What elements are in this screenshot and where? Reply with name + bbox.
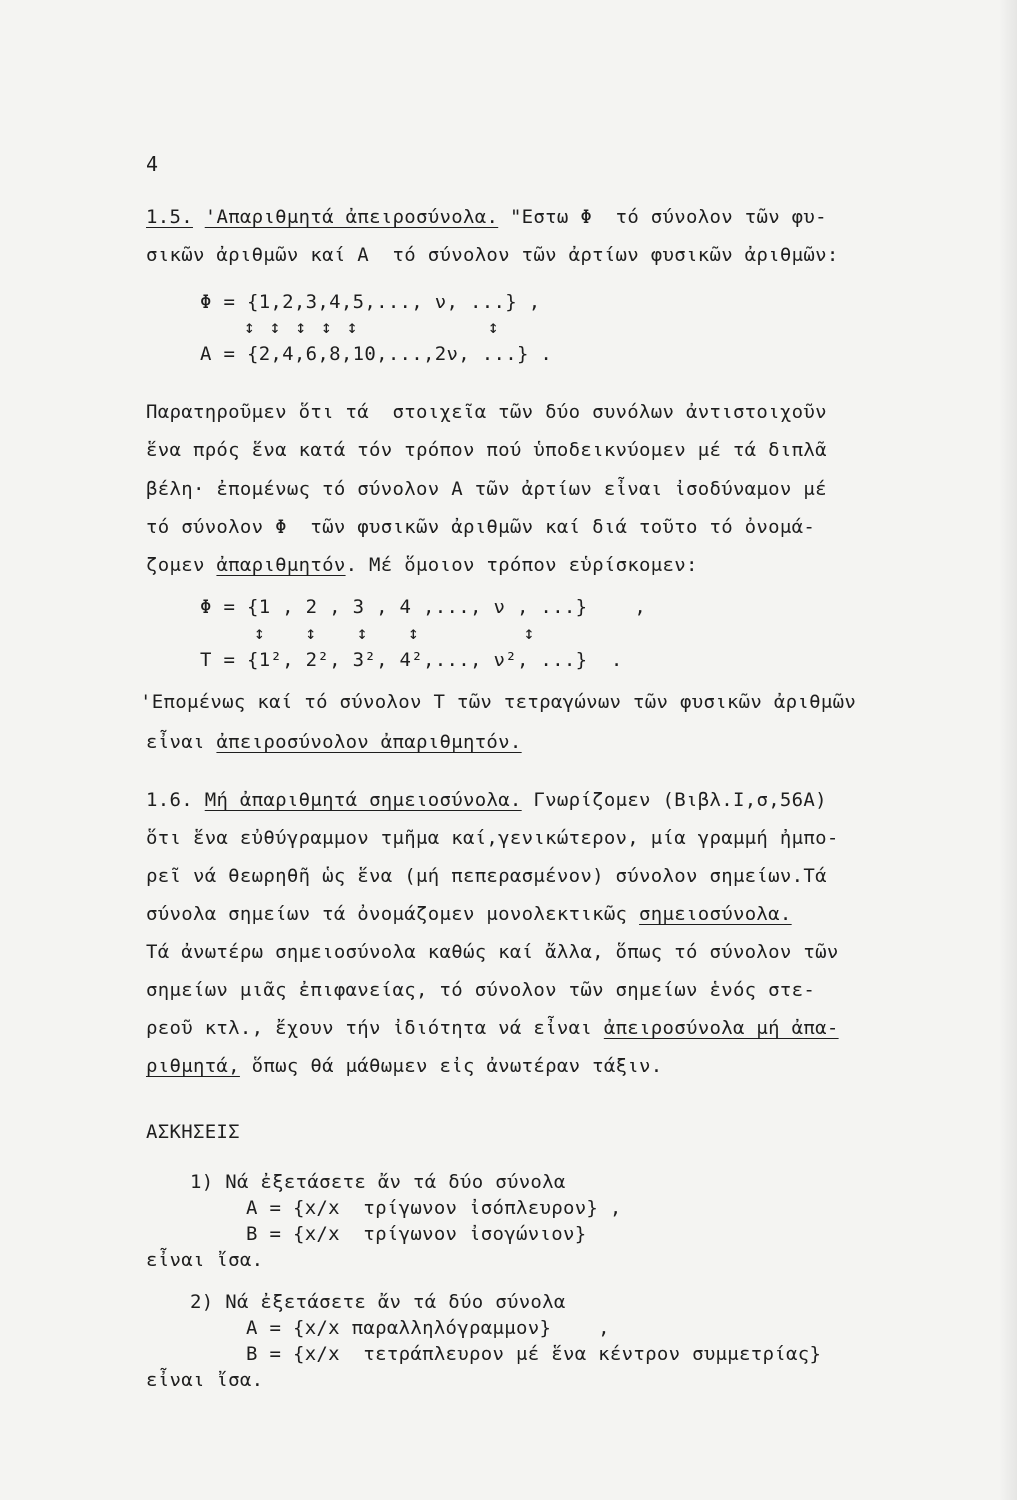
paragraph-line [146, 1054, 663, 1078]
exercise-2-intro: 2) Νά ἐξετάσετε ἄν τά δύο σύνολα [190, 1291, 566, 1313]
section-1-6-title: Μή ἀπαριθμητά σημειοσύνολα. [204, 789, 522, 811]
paragraph-line [146, 553, 698, 577]
exercise-1-end: εἶναι ἴσα. [146, 1249, 264, 1271]
term-point-sets: σημειοσύνολα. [639, 903, 792, 925]
set-phi-display: Φ = {1,2,3,4,5,..., ν, ...} , [200, 291, 541, 313]
exercise-2-set-b: Β = {x/x τετράπλευρον μέ ἕνα κέντρον συμμετρίας} [246, 1343, 822, 1365]
term-countable: ἀπαριθμητόν [216, 554, 346, 576]
term-uncountable-1: ἀπειροσύνολα μή ἀπα- [603, 1017, 839, 1039]
section-1-5-heading-line [146, 205, 827, 229]
section-1-5-title: 'Απαριθμητά ἀπειροσύνολα. [204, 206, 499, 228]
section-1-6-line1-rest: Γνωρίζομεν (Βιβλ.Ι,σ,56Α) [521, 789, 827, 811]
exercise-1-set-a: Α = {x/x τρίγωνον ἰσόπλευρον} , [246, 1197, 622, 1219]
paragraph-line: ρεῖ νά θεωρηθῆ ὡς ἕνα (μή πεπερασμένον) σύνολον σημείων.Τά [146, 865, 827, 887]
paragraph-line [146, 902, 792, 926]
page-number: 4 [146, 152, 159, 176]
section-1-5-line2: σικῶν ἀριθμῶν καί Α τό σύνολον τῶν ἀρτίων φυσικῶν ἀριθμῶν: [146, 244, 839, 266]
set-phi-display-2: Φ = {1 , 2 , 3 , 4 ,..., ν , ...} , [200, 596, 647, 618]
paragraph-line: ὅτι ἕνα εὐθύγραμμον τμῆμα καί,γενικώτερον, μία γραμμή ἠμπο- [146, 827, 839, 849]
set-a-display: Α = {2,4,6,8,10,...,2ν, ...} . [200, 343, 553, 365]
paragraph-line [146, 1016, 839, 1040]
exercise-1-intro: 1) Νά ἐξετάσετε ἄν τά δύο σύνολα [190, 1171, 566, 1193]
text-run: εἶναι [146, 731, 217, 753]
correspondence-arrows-1: ↕ ↕ ↕ ↕ ↕ ↕ [244, 317, 501, 338]
text-run: ὅπως θά μάθωμεν εἰς ἀνωτέραν τάξιν. [239, 1055, 663, 1077]
page-edge-shadow [999, 0, 1017, 1500]
text-run: σύνολα σημείων τά ὀνομάζομεν μονολεκτικῶς [146, 903, 640, 925]
exercises-heading: ΑΣΚΗΣΕΙΣ [146, 1121, 240, 1143]
correspondence-arrows-2: ↕ ↕ ↕ ↕ ↕ [254, 623, 537, 644]
paragraph-line [146, 730, 522, 754]
set-t-display: T = {1², 2², 3², 4²,..., ν², ...} . [200, 649, 623, 671]
section-1-5-number: 1.5. [146, 206, 193, 228]
text-run: . Μέ ὅμοιον τρόπον εὑρίσκομεν: [345, 554, 698, 576]
text-run: ζομεν [146, 554, 217, 576]
paragraph-line: βέλη· ἐπομένως τό σύνολον Α τῶν ἀρτίων εἶναι ἰσοδύναμον μέ [146, 478, 827, 500]
text-run: ρεοῦ κτλ., ἔχουν τήν ἰδιότητα νά εἶναι [146, 1017, 604, 1039]
paragraph-line: σημείων μιᾶς ἐπιφανείας, τό σύνολον τῶν σημείων ἑνός στε- [146, 979, 816, 1001]
paragraph-line: Τά ἀνωτέρω σημειοσύνολα καθώς καί ἄλλα, ὅπως τό σύνολον τῶν [146, 941, 839, 963]
term-countable-infinite-set: ἀπειροσύνολον ἀπαριθμητόν. [216, 731, 522, 753]
paragraph-line: τό σύνολον Φ τῶν φυσικῶν ἀριθμῶν καί διά τοῦτο τό ὀνομά- [146, 516, 816, 538]
term-uncountable-2: ριθμητά, [146, 1055, 240, 1077]
paragraph-line: Παρατηροῦμεν ὅτι τά στοιχεῖα τῶν δύο συνόλων ἀντιστοιχοῦν [146, 401, 827, 423]
paragraph-line: 'Επομένως καί τό σύνολον Τ τῶν τετραγώνων τῶν φυσικῶν ἀριθμῶν [140, 691, 857, 713]
section-1-5-line1-rest: "Εστω Φ τό σύνολον τῶν φυ- [498, 206, 827, 228]
section-1-6-heading-line [146, 788, 827, 812]
exercise-2-set-a: Α = {x/x παραλληλόγραμμον} , [246, 1317, 610, 1339]
paragraph-line: ἕνα πρός ἕνα κατά τόν τρόπον πού ὑποδεικνύομεν μέ τά διπλᾶ [146, 439, 827, 461]
exercise-1-set-b: Β = {x/x τρίγωνον ἰσογώνιον} [246, 1223, 587, 1245]
section-1-6-number: 1.6. [146, 789, 193, 811]
exercise-2-end: εἶναι ἴσα. [146, 1369, 264, 1391]
